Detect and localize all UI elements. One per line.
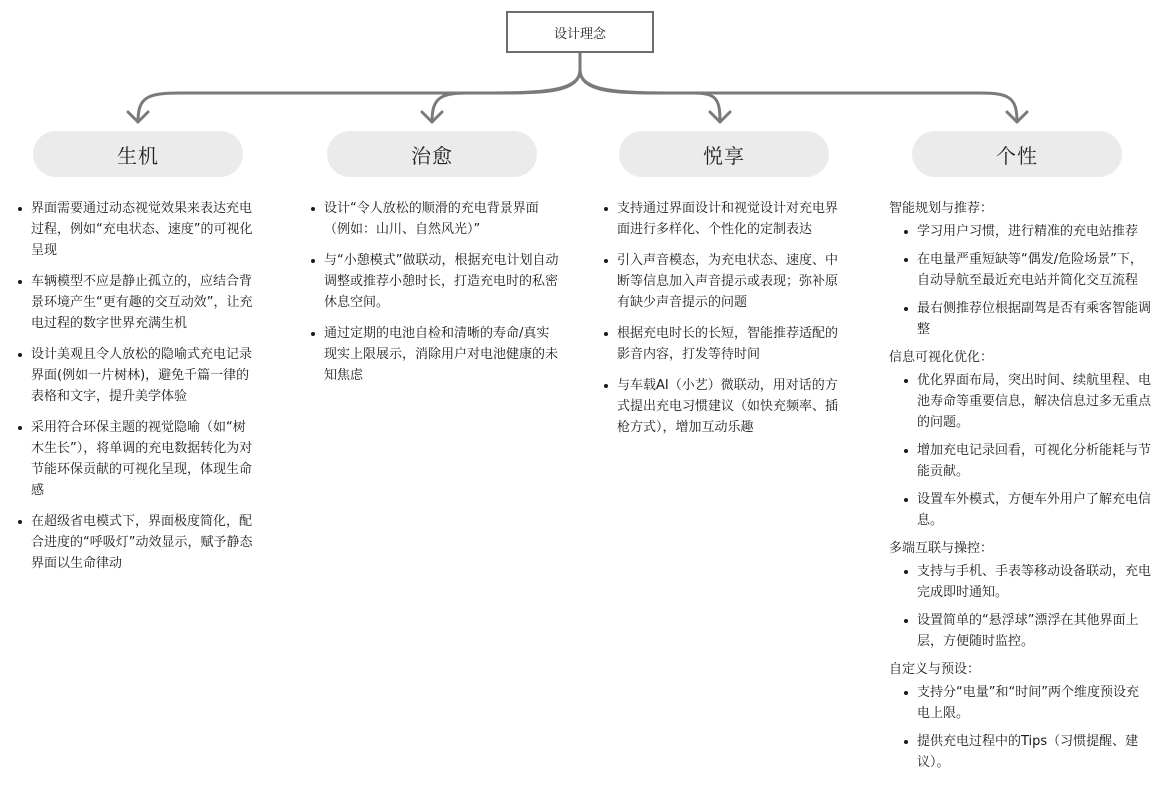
category-gexing — [912, 131, 1122, 177]
bullet-list — [903, 370, 1151, 531]
list-item: 最右侧推荐位根据副驾是否有乘客智能调整 — [903, 298, 1151, 340]
category-yuexiang — [619, 131, 829, 177]
section-smart-planning — [889, 198, 1151, 340]
list-item: 界面需要通过动态视觉效果来表达充电过程，例如“充电状态、速度”的可视化呈现 — [17, 198, 257, 261]
category-shengji — [33, 131, 243, 177]
root-node — [506, 11, 654, 53]
category-zhiyu — [327, 131, 537, 177]
list-item: 根据充电时长的长短，智能推荐适配的影音内容，打发等待时间 — [603, 323, 848, 365]
column-shengji — [17, 198, 257, 584]
branch-connector-yuexiang — [580, 70, 720, 122]
branch-connector-zhiyu — [432, 70, 580, 122]
list-item: 设计美观且令人放松的隐喻式充电记录界面(例如一片树林)，避免千篇一律的表格和文字，提升美学体验 — [17, 344, 257, 407]
section-multi-device — [889, 538, 1151, 652]
list-item: 学习用户习惯，进行精准的充电站推荐 — [903, 221, 1151, 242]
list-item: 车辆模型不应是静止孤立的，应结合背景环境产生“更有趣的交互动效”，让充电过程的数字世界充满生机 — [17, 271, 257, 334]
category-title: 悦享 — [703, 143, 745, 168]
section-heading: 智能规划与推荐： — [889, 201, 994, 216]
list-item: 优化界面布局，突出时间、续航里程、电池寿命等重要信息，解决信息过多无重点的问题。 — [903, 370, 1151, 433]
section-heading: 多端互联与操控： — [889, 541, 994, 556]
root-label: 设计理念 — [553, 26, 606, 42]
branch-connector-gexing — [580, 70, 1017, 122]
list-item: 引入声音模态，为充电状态、速度、中断等信息加入声音提示或表现；弥补原有缺少声音提示的问题 — [603, 250, 848, 313]
list-item: 在电量严重短缺等“偶发/危险场景”下，自动导航至最近充电站并简化交互流程 — [903, 249, 1151, 291]
list-item: 支持通过界面设计和视觉设计对充电界面进行多样化、个性化的定制表达 — [603, 198, 848, 240]
bullet-list — [903, 682, 1151, 773]
list-item: 采用符合环保主题的视觉隐喻（如“树木生长”），将单调的充电数据转化为对节能环保贡献的可视化呈现，体现生命感 — [17, 417, 257, 501]
list-item: 支持分“电量”和“时间”两个维度预设充电上限。 — [903, 682, 1151, 724]
list-item: 与“小憩模式”做联动，根据充电计划自动调整或推荐小憩时长，打造充电时的私密休息空间。 — [310, 250, 560, 313]
list-item: 提供充电过程中的Tips（习惯提醒、建议）。 — [903, 731, 1151, 773]
list-item: 支持与手机、手表等移动设备联动，充电完成即时通知。 — [903, 561, 1151, 603]
list-item: 在超级省电模式下，界面极度简化，配合进度的“呼吸灯”动效显示，赋予静态界面以生命律动 — [17, 511, 257, 574]
column-yuexiang — [603, 198, 848, 448]
section-custom-presets — [889, 659, 1151, 773]
column-zhiyu — [310, 198, 560, 396]
column-gexing — [889, 198, 1151, 780]
list-item: 设置简单的“悬浮球”漂浮在其他界面上层，方便随时监控。 — [903, 610, 1151, 652]
bullet-list — [310, 198, 560, 386]
category-title: 生机 — [117, 143, 159, 168]
list-item: 与车载AI（小艺）微联动，用对话的方式提出充电习惯建议（如快充频率、插枪方式），增加互动乐趣 — [603, 375, 848, 438]
list-item: 设计“令人放松的顺滑的充电背景界面（例如：山川、自然风光）” — [310, 198, 560, 240]
category-title: 治愈 — [411, 143, 453, 168]
section-info-visualization — [889, 347, 1151, 531]
list-item: 增加充电记录回看，可视化分析能耗与节能贡献。 — [903, 440, 1151, 482]
bullet-list — [603, 198, 848, 438]
list-item: 设置车外模式，方便车外用户了解充电信息。 — [903, 489, 1151, 531]
bullet-list — [903, 561, 1151, 652]
section-heading: 自定义与预设： — [889, 662, 981, 677]
list-item: 通过定期的电池自检和清晰的寿命/真实现实上限展示，消除用户对电池健康的未知焦虑 — [310, 323, 560, 386]
branch-connector-shengji — [138, 70, 580, 122]
bullet-list — [903, 221, 1151, 340]
bullet-list — [17, 198, 257, 574]
category-title: 个性 — [996, 143, 1038, 168]
section-heading: 信息可视化优化： — [889, 350, 994, 365]
